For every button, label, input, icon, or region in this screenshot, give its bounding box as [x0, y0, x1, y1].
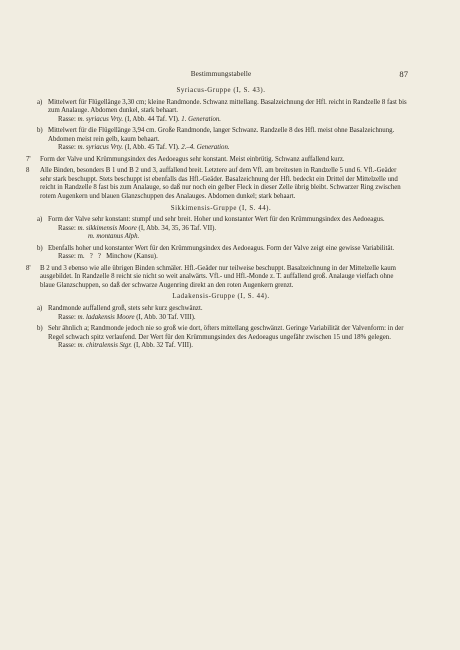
syriacus-item-b — [34, 127, 408, 153]
race-generation: 2.–4. Generation. — [181, 144, 230, 152]
race-prefix: Rasse: — [58, 224, 78, 232]
race-reference: (I, Abb. 30 Taf. VIII). — [134, 313, 196, 321]
page-body — [26, 87, 408, 354]
key-text: Form der Valve und Krümmungsindex des Aedoeagus sehr konstant. Meist einbrütig. Schwanz auffallend kurz. — [40, 155, 345, 163]
race-line — [48, 225, 408, 234]
race-line: Rasse: m. ? ? Minchow (Kansu). — [58, 253, 158, 261]
race-name: m. syriacus Vrty. — [77, 115, 124, 123]
syriacus-item-a — [34, 99, 408, 125]
item-label-a: a) — [37, 98, 43, 106]
ladakensis-a-text: Randmonde auffallend groß, stets sehr kurz geschwänzt. — [48, 305, 203, 313]
item-label-b: b) — [37, 127, 43, 135]
syriacus-a-text: Mittelwert für Flügellänge 3,30 cm; kleine Randmonde. Schwanz mittellang. Basalzeichnung der Hfl. reicht in Randzelle 8 fast bis zum Analauge. Abdomen dunkel, stark behaart. — [48, 98, 407, 115]
race-line — [48, 116, 408, 125]
race-line — [48, 342, 408, 351]
syriacus-b-text: Mittelwert für die Flügellänge 3,94 cm. Große Randmonde, langer Schwanz. Randzelle 8 des Hfl. meist ohne Basalzeichnung. Abdomen meist rein gelb, kaum behaart. — [48, 127, 395, 143]
race-prefix: Rasse: — [58, 313, 78, 321]
race-prefix: Rasse: — [58, 115, 78, 123]
sikkimensis-b-text: Ebenfalls hoher und konstanter Wert für den Krümmungsindex des Aedoeagus. Form der Valve zeigt eine gewisse Variabilität. — [48, 244, 395, 252]
key-entry-7prime — [26, 155, 408, 165]
ladakensis-item-a — [34, 305, 408, 322]
key-label: 8 — [26, 167, 30, 175]
race-reference: (I, Abb. 32 Taf. VIII). — [131, 342, 194, 350]
race-reference: (I, Abb. 45 Taf. VI). — [123, 144, 182, 152]
race-line — [48, 314, 408, 323]
ladakensis-item-b — [34, 325, 408, 351]
race-reference: (I, Abb. 44 Taf. VI). — [123, 115, 182, 123]
ladakensis-group-heading: Ladakensis-Gruppe (I, S. 44). — [172, 293, 270, 301]
sikkimensis-group-heading: Sikkimensis-Gruppe (I, S. 44). — [170, 204, 272, 212]
syriacus-group-heading: Syriacus-Gruppe (I, S. 43). — [176, 87, 266, 94]
page-header — [34, 70, 408, 82]
key-entry-8prime — [26, 264, 408, 291]
race-name: m. chitralensis Stgr. — [77, 342, 132, 350]
key-label: 7' — [26, 155, 31, 163]
race-line — [48, 233, 408, 242]
key-text: B 2 und 3 ebenso wie alle übrigen Binden schmäler. Hfl.-Geäder nur teilweise beschuppt. Basalzeichnung in der Mittelzelle kaum ausgebildet. In Randzelle 8 reicht sie nicht so weit analwärts. Vfl.- und Hfl.-Monde z. T. auffallend groß. Analauge vielfach ohne blaue Glanzschuppen, so daß der schwarze Augenring direkt an den roten Augenkern grenzt. — [40, 264, 396, 289]
race-line — [48, 144, 408, 153]
race-name: m. ladakensis Moore — [77, 313, 135, 321]
race-name: m. syriacus Vrty. — [77, 144, 124, 152]
item-label-b: b) — [37, 244, 43, 252]
sikkimensis-item-b — [34, 245, 408, 262]
race-name: m. montanus Alph. — [88, 233, 140, 241]
key-label: 8' — [26, 264, 31, 272]
race-prefix: Rasse: — [58, 342, 78, 350]
page-number: 87 — [399, 69, 408, 79]
item-label-a: a) — [37, 216, 43, 224]
running-head: Bestimmungstabelle — [190, 70, 252, 78]
key-entry-8 — [26, 167, 408, 201]
race-prefix: Rasse: — [58, 144, 78, 152]
race-reference: (I, Abb. 34, 35, 36 Taf. VII). — [136, 224, 217, 232]
item-label-b: b) — [37, 325, 43, 333]
sikkimensis-a-text: Form der Valve sehr konstant: stumpf und sehr breit. Hoher und konstanter Wert für den Krümmungsindex des Aedoeagus. — [48, 216, 385, 224]
sikkimensis-item-a — [34, 216, 408, 242]
ladakensis-b-text: Sehr ähnlich a; Randmonde jedoch nie so groß wie dort, öfters mittellang geschwänzt. Geringe Variabilität der Valvenform: in der Regel schwach spitz verlaufend. Der Wert für den Krümmungsindex des Aedoeagus ungefähr zwischen 15 und 18% gelegen. — [48, 325, 404, 341]
key-text: Alle Binden, besonders B 1 und B 2 und 3, auffallend breit. Letztere auf dem Vfl. am breitesten in Randzelle 5 und 6. Vfl.-Geäder sehr stark beschuppt. Stets beschuppt ist ebenfalls das Hfl.-Geäder. Basalzeichnung der Hfl. bedeckt ein Drittel der Mittelzelle und reicht in Randzelle 8 fast bis zum Analauge, so daß nur noch ein gelber Fleck in dieser Zelle übrig bleibt. Schwarzer Ring zwischen rotem Augenkern und blauen Glanzschuppen des Analauges. Abdomen dunkel; stark behaart. — [40, 167, 401, 201]
race-name: m. sikkimensis Moore — [77, 224, 137, 232]
race-generation: 1. Generation. — [181, 115, 222, 123]
item-label-a: a) — [37, 305, 43, 313]
